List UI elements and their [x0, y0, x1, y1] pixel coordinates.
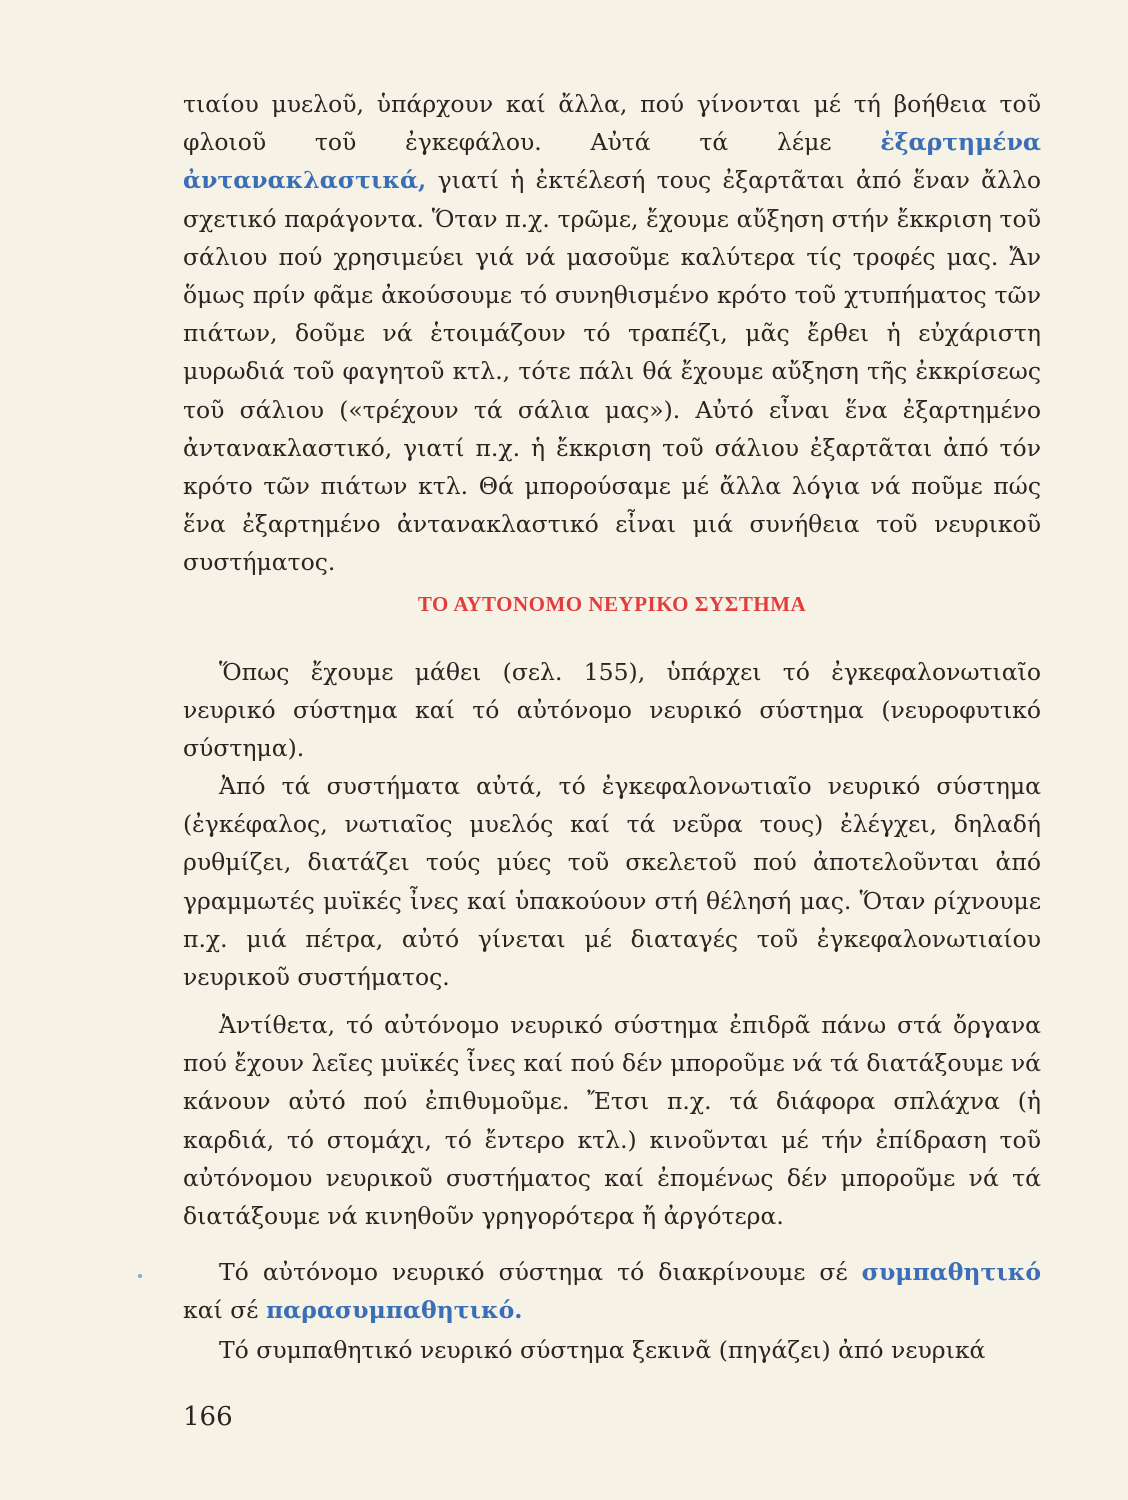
paragraph-conditioned-reflexes [183, 85, 1041, 582]
paragraph-text: Τό αὐτόνομο νευρικό σύστημα τό διακρίνουμε σέ [219, 1258, 862, 1286]
paragraph-text: γιατί ἡ ἐκτέλεσή τους ἐξαρτᾶται ἀπό ἕναν ἄλλο σχετικό παράγοντα. Ὅταν π.χ. τρῶμε, ἔχουμε αὔξηση στήν ἔκκριση τοῦ σάλιου πού χρησιμεύει γιά νά μασοῦμε καλύτερα τίς τροφές μας. Ἄν ὅμως πρίν φᾶμε ἀκούσουμε τό συνηθισμένο κρότο τοῦ χτυπήματος τῶν πιάτων, δοῦμε νά ἑτοιμάζουν τό τραπέζι, μᾶς ἔρθει ἡ εὐχάριστη μυρωδιά τοῦ φαγητοῦ κτλ., τότε πάλι θά ἔχουμε αὔξηση τῆς ἐκκρίσεως τοῦ σάλιου («τρέχουν τά σάλια μας»). Αὐτό εἶναι ἕνα ἐξαρτημένο ἀντανακλαστικό, γιατί π.χ. ἡ ἔκκριση τοῦ σάλιου ἐξαρτᾶται ἀπό τόν κρότο τῶν πιάτων κτλ. Θά μπορούσαμε μέ ἄλλα λόγια νά ποῦμε πώς ἕνα ἐξαρτημένο ἀντανακλαστικό εἶναι μιά συνήθεια τοῦ νευρικοῦ συστήματος. [183, 166, 1041, 577]
highlighted-term-conditioned-reflexes: ἐξαρτημένα ἀντανακλαστικά, [183, 128, 1041, 195]
paragraph-intro-autonomic: Ὅπως ἔχουμε μάθει (σελ. 155), ὑπάρχει τό ἐγκεφαλονωτιαῖο νευρικό σύστημα καί τό αὐτόνομο νευρικό σύστημα (νευροφυτικό σύστημα). [183, 658, 1041, 763]
page-number: 166 [183, 1402, 233, 1432]
highlighted-term-sympathetic: συμπαθητικό [861, 1258, 1041, 1286]
paragraph-text: τιαίου μυελοῦ, ὑπάρχουν καί ἄλλα, πού γίνονται μέ τή βοήθεια τοῦ φλοιοῦ τοῦ ἐγκεφάλου. Αὐτά τά λέμε [183, 90, 1041, 157]
paragraph-autonomic-organs: Ἀντίθετα, τό αὐτόνομο νευρικό σύστημα ἐπιδρᾶ πάνω στά ὄργανα πού ἔχουν λεῖες μυϊκές ἶνες καί πού δέν μποροῦμε νά τά διατάξουμε νά κάνουν αὐτό πού ἐπιθυμοῦμε. Ἔτσι π.χ. τά διάφορα σπλάχνα (ἡ καρδιά, τό στομάχι, τό ἔντερο κτλ.) κινοῦνται μέ τήν ἐπίδραση τοῦ αὐτόνομου νευρικοῦ συστήματος καί ἐπομένως δέν μποροῦμε νά τά διατάξουμε νά κινηθοῦν γρηγορότερα ἤ ἀργότερα. [183, 1011, 1041, 1231]
highlighted-term-parasympathetic: παρασυμπαθητικό. [265, 1296, 523, 1325]
paragraph-sympathetic-origin: Τό συμπαθητικό νευρικό σύστημα ξεκινᾶ (πηγάζει) ἀπό νευρικά [219, 1336, 986, 1364]
section-heading: ΤΟ ΑΥΤΟΝΟΜΟ ΝΕΥΡΙΚΟ ΣΥΣΤΗΜΑ [417, 592, 807, 616]
paragraph-divisions [183, 1253, 1041, 1329]
margin-dot [138, 1274, 142, 1278]
paragraph-cerebrospinal: Ἀπό τά συστήματα αὐτά, τό ἐγκεφαλονωτιαῖο νευρικό σύστημα (ἐγκέφαλος, νωτιαῖος μυελός καί τά νεῦρα τους) ἐλέγχει, δηλαδή ρυθμίζει, διατάζει τούς μύες τοῦ σκελετοῦ πού ἀποτελοῦνται ἀπό γραμμωτές μυϊκές ἶνες καί ὑπακούουν στή θέλησή μας. Ὅταν ρίχνουμε π.χ. μιά πέτρα, αὐτό γίνεται μέ διαταγές τοῦ ἐγκεφαλονωτιαίου νευρικοῦ συστήματος. [183, 772, 1041, 992]
paragraph-text: καί σέ [183, 1296, 266, 1325]
